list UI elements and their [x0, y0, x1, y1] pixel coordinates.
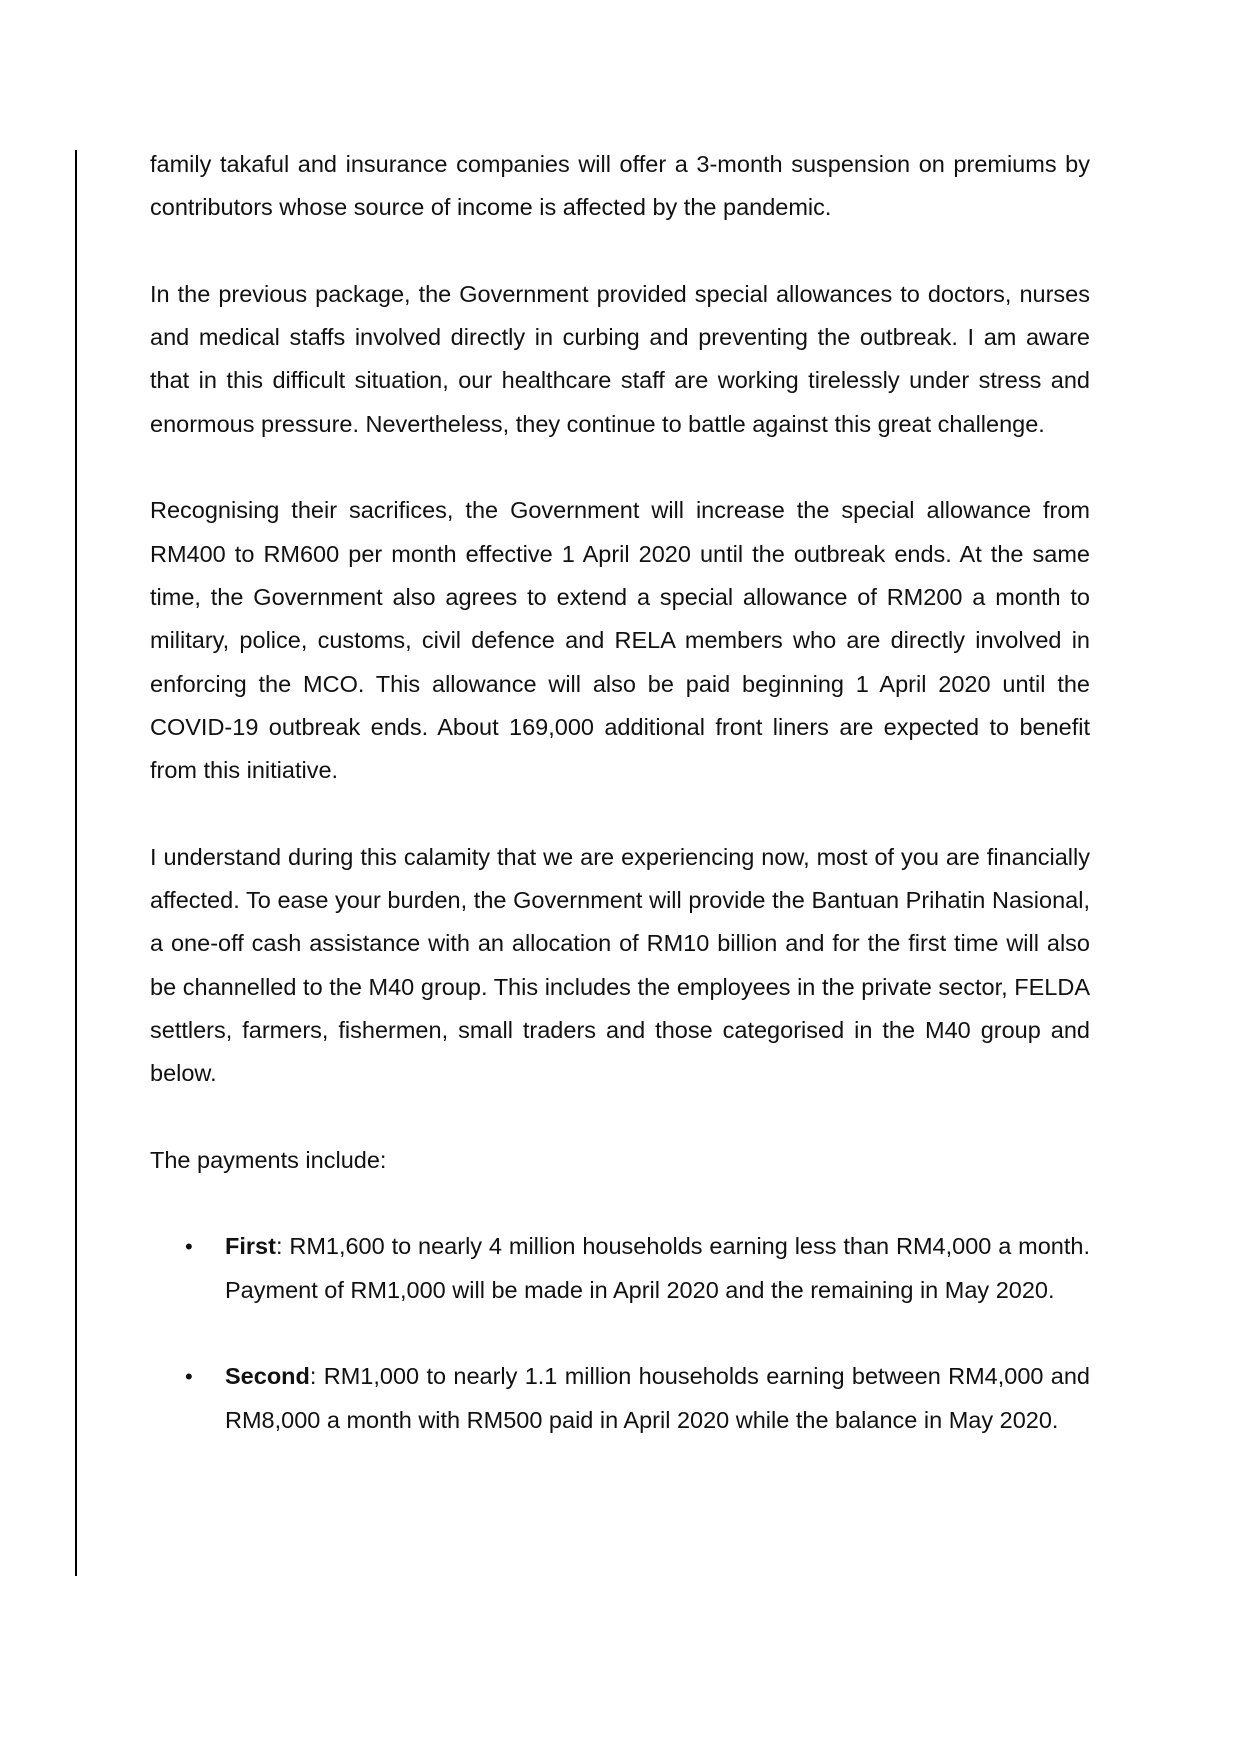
payments-intro: The payments include: — [150, 1146, 387, 1173]
bullet-icon: • — [185, 1364, 193, 1390]
payment-label: Second — [225, 1363, 310, 1390]
payments-list — [150, 1225, 1090, 1441]
document-body — [150, 143, 1090, 1485]
payment-label: First — [225, 1233, 276, 1260]
paragraph-special-allowance-increase: Recognising their sacrifices, the Government will increase the special allowance from RM400 to RM600 per month effective 1 April 2020 until the outbreak ends. At the same time, the Government also agrees to extend a special allowance of RM200 a month to military, police, customs, civil defence and RELA members who are directly involved in enforcing the MCO. This allowance will also be paid beginning 1 April 2020 until the COVID-19 outbreak ends. About 169,000 additional front liners are expected to benefit from this initiative. — [150, 497, 1090, 784]
paragraph-healthcare-allowances: In the previous package, the Government provided special allowances to doctors, nurses and medical staffs involved directly in curbing and preventing the outbreak. I am aware that in this difficult situation, our healthcare staff are working tirelessly under stress and enormous pressure. Nevertheless, they continue to battle against this great challenge. — [150, 280, 1090, 437]
bullet-icon: • — [185, 1234, 193, 1260]
paragraph-bantuan-prihatin-nasional: I understand during this calamity that we are experiencing now, most of you are financially affected. To ease your burden, the Government will provide the Bantuan Prihatin Nasional, a one-off cash assistance with an allocation of RM10 billion and for the first time will also be channelled to the M40 group. This includes the employees in the private sector, FELDA settlers, farmers, fishermen, small traders and those categorised in the M40 group and below. — [150, 843, 1090, 1087]
paragraph-takaful-suspension: family takaful and insurance companies will offer a 3-month suspension on premiums by contributors whose source of income is affected by the pandemic. — [150, 151, 1090, 221]
payment-item-first — [150, 1225, 1090, 1312]
payment-item-second — [150, 1355, 1090, 1442]
payment-text: : RM1,600 to nearly 4 million households earning less than RM4,000 a month. Payment of RM1,000 will be made in April 2020 and the remaining in May 2020. — [225, 1233, 1090, 1303]
revision-change-bar — [75, 150, 77, 1576]
payment-text: : RM1,000 to nearly 1.1 million households earning between RM4,000 and RM8,000 a month with RM500 paid in April 2020 while the balance in May 2020. — [225, 1363, 1090, 1433]
